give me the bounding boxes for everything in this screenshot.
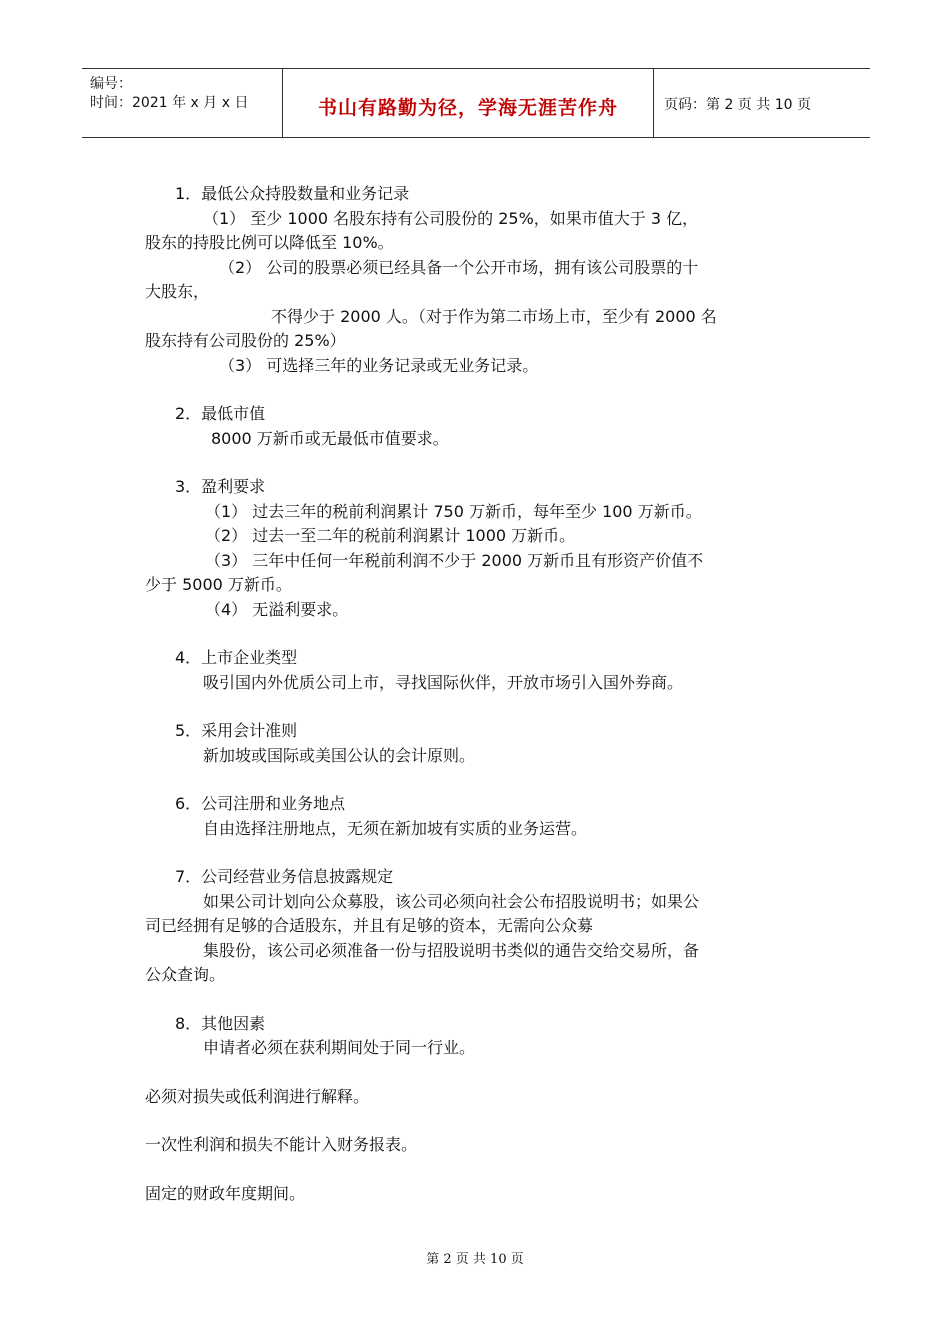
page-header bbox=[82, 68, 870, 138]
section-7-heading: 7．公司经营业务信息披露规定 bbox=[175, 867, 394, 886]
section-1-line: （1） 至少 1000 名股东持有公司股份的 25%，如果市值大于 3 亿， bbox=[203, 208, 699, 228]
header-motto-cell bbox=[282, 69, 654, 137]
section-7-line: 公众查询。 bbox=[145, 965, 226, 984]
section-3-line: （1） 过去三年的税前利润累计 750 万新币，每年至少 100 万新币。 bbox=[205, 501, 702, 521]
section-7-line: 集股份，该公司必须准备一份与招股说明书类似的通告交给交易所，备 bbox=[203, 940, 700, 960]
section-3-line: （3） 三年中任何一年税前利润不少于 2000 万新币且有形资产价值不 bbox=[205, 550, 704, 570]
trailing-paragraph: 一次性利润和损失不能计入财务报表。 bbox=[145, 1135, 418, 1154]
section-3-line: （2） 过去一至二年的税前利润累计 1000 万新币。 bbox=[205, 526, 576, 545]
trailing-paragraph: 必须对损失或低利润进行解释。 bbox=[145, 1086, 370, 1106]
section-1-line: （3） 可选择三年的业务记录或无业务记录。 bbox=[219, 355, 539, 375]
header-page-cell bbox=[654, 69, 870, 137]
section-2-heading: 2．最低市值 bbox=[175, 404, 266, 423]
section-4-heading: 4．上市企业类型 bbox=[175, 648, 298, 667]
section-5-line: 新加坡或国际或美国公认的会计原则。 bbox=[203, 745, 476, 765]
section-1-line: 股东的持股比例可以降低至 10%。 bbox=[145, 233, 394, 252]
section-1-heading: 1．最低公众持股数量和业务记录 bbox=[175, 184, 410, 203]
section-3-heading: 3．盈利要求 bbox=[175, 477, 266, 496]
doc-code-label: 编号： bbox=[90, 76, 132, 92]
trailing-paragraph: 固定的财政年度期间。 bbox=[145, 1183, 306, 1203]
section-1-line: 大股东， bbox=[145, 282, 210, 301]
section-4-line: 吸引国内外优质公司上市，寻找国际伙伴，开放市场引入国外券商。 bbox=[203, 672, 684, 692]
section-3-line: 少于 5000 万新币。 bbox=[145, 575, 292, 594]
section-7-line: 如果公司计划向公众募股，该公司必须向社会公布招股说明书；如果公 bbox=[203, 891, 700, 911]
section-6-heading: 6．公司注册和业务地点 bbox=[175, 794, 346, 813]
section-5-heading: 5．采用会计准则 bbox=[175, 721, 298, 740]
header-motto: 书山有路勤为径，学海无涯苦作舟 bbox=[317, 97, 618, 119]
section-1-line: 不得少于 2000 人。（对于作为第二市场上市，至少有 2000 名 bbox=[271, 306, 717, 326]
doc-date-label: 时间：2021 年 x 月 x 日 bbox=[90, 95, 249, 111]
section-1-line: 股东持有公司股份的 25%） bbox=[145, 331, 346, 350]
section-6-line: 自由选择注册地点，无须在新加坡有实质的业务运营。 bbox=[203, 818, 588, 838]
header-page-number: 页码：第 2 页 共 10 页 bbox=[664, 97, 811, 113]
section-8-heading: 8．其他因素 bbox=[175, 1013, 266, 1033]
section-7-line: 司已经拥有足够的合适股东，并且有足够的资本，无需向公众募 bbox=[145, 916, 594, 935]
section-3-line: （4） 无溢利要求。 bbox=[205, 599, 349, 619]
section-1-line: （2） 公司的股票必须已经具备一个公开市场，拥有该公司股票的十 bbox=[219, 257, 699, 277]
header-meta-cell bbox=[82, 69, 282, 137]
page-footer: 第 2 页 共 10 页 bbox=[426, 1252, 524, 1267]
section-8-line: 申请者必须在获利期间处于同一行业。 bbox=[203, 1038, 476, 1057]
section-2-line: 8000 万新币或无最低市值要求。 bbox=[211, 428, 449, 448]
document-body bbox=[145, 182, 805, 1206]
